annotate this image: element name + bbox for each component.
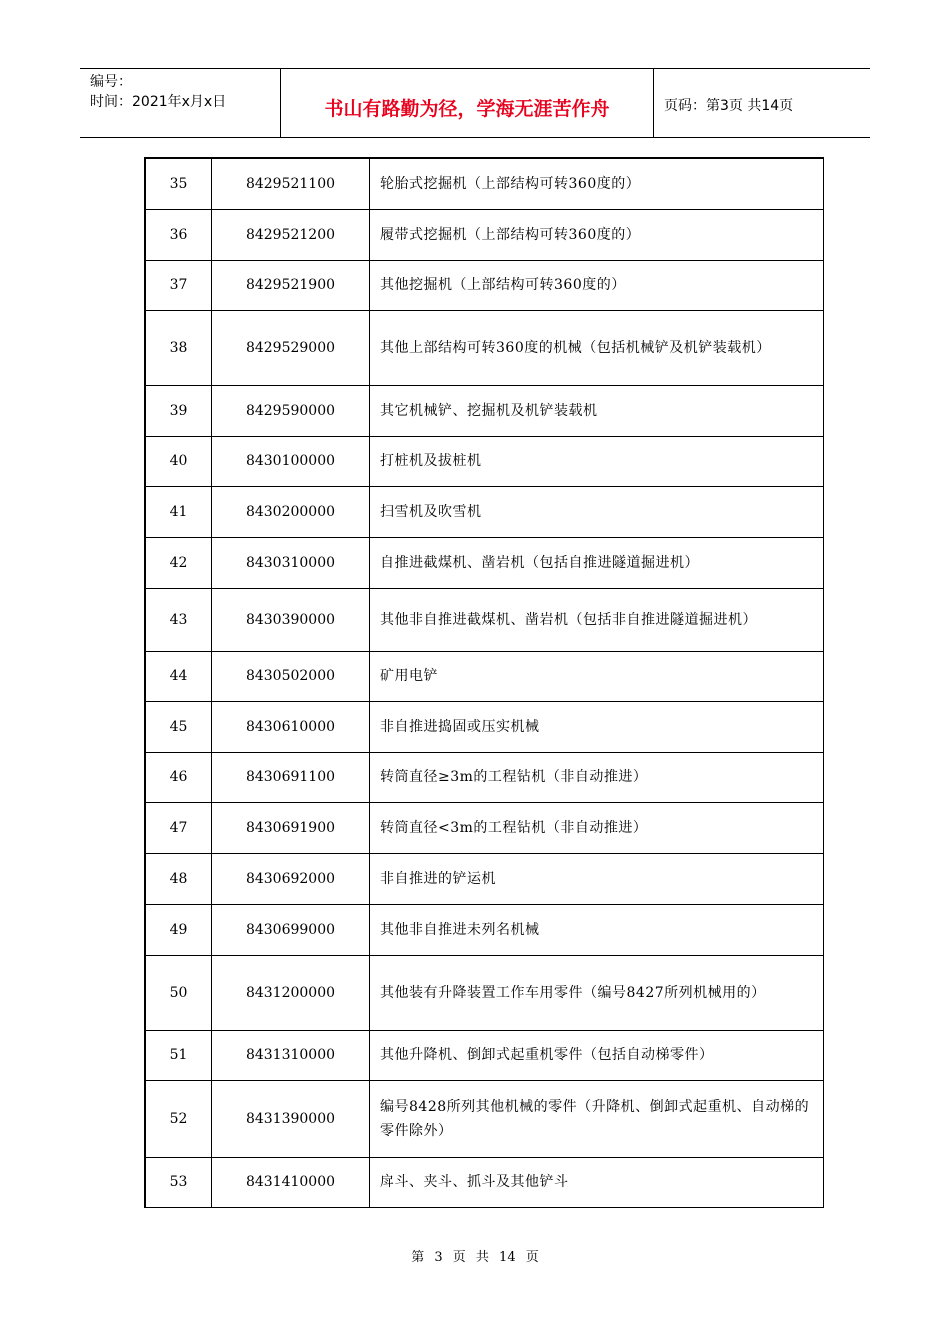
row-name: 其它机械铲、挖掘机及机铲装载机	[370, 385, 824, 436]
table-row	[145, 537, 824, 588]
table-row	[145, 588, 824, 651]
row-number: 38	[145, 310, 212, 385]
row-name: 其他非自推进截煤机、凿岩机（包括非自推进隧道掘进机）	[370, 588, 824, 651]
tariff-table	[144, 157, 824, 1208]
row-name: 其他上部结构可转360度的机械（包括机械铲及机铲装载机）	[370, 310, 824, 385]
table-row	[145, 158, 824, 209]
table-row	[145, 436, 824, 486]
row-code: 8429590000	[212, 385, 370, 436]
row-name: 非自推进捣固或压实机械	[370, 701, 824, 752]
row-number: 44	[145, 651, 212, 701]
row-code: 8431390000	[212, 1080, 370, 1157]
row-code: 8430502000	[212, 651, 370, 701]
row-name: 戽斗、夹斗、抓斗及其他铲斗	[370, 1157, 824, 1207]
table-row	[145, 701, 824, 752]
row-code: 8430692000	[212, 853, 370, 904]
row-number: 36	[145, 209, 212, 260]
row-number: 47	[145, 802, 212, 853]
row-name: 其他非自推进未列名机械	[370, 904, 824, 955]
row-name: 轮胎式挖掘机（上部结构可转360度的）	[370, 158, 824, 209]
page-header	[80, 68, 870, 138]
header-motto: 书山有路勤为径，学海无涯苦作舟	[281, 69, 654, 137]
row-name: 其他升降机、倒卸式起重机零件（包括自动梯零件）	[370, 1030, 824, 1080]
tariff-table-body	[145, 158, 824, 1207]
time-label: 时间：2021年x月x日	[90, 94, 227, 110]
table-row	[145, 310, 824, 385]
header-page-info: 页码：第3页 共14页	[664, 98, 794, 114]
row-number: 37	[145, 260, 212, 310]
row-name: 自推进截煤机、凿岩机（包括自推进隧道掘进机）	[370, 537, 824, 588]
table-row	[145, 853, 824, 904]
table-row	[145, 1157, 824, 1207]
row-name: 转筒直径<3m的工程钻机（非自动推进）	[370, 802, 824, 853]
row-name: 矿用电铲	[370, 651, 824, 701]
table-row	[145, 651, 824, 701]
row-number: 49	[145, 904, 212, 955]
row-number: 41	[145, 486, 212, 537]
table-row	[145, 802, 824, 853]
row-number: 51	[145, 1030, 212, 1080]
table-row	[145, 1030, 824, 1080]
row-number: 52	[145, 1080, 212, 1157]
table-row	[145, 752, 824, 802]
row-code: 8430200000	[212, 486, 370, 537]
header-meta	[80, 69, 281, 137]
table-row	[145, 955, 824, 1030]
row-number: 45	[145, 701, 212, 752]
row-number: 46	[145, 752, 212, 802]
table-row	[145, 486, 824, 537]
row-code: 8430390000	[212, 588, 370, 651]
row-number: 48	[145, 853, 212, 904]
row-code: 8431200000	[212, 955, 370, 1030]
table-row	[145, 904, 824, 955]
row-name: 履带式挖掘机（上部结构可转360度的）	[370, 209, 824, 260]
page-footer: 第 3 页 共 14 页	[411, 1250, 539, 1265]
row-name: 编号8428所列其他机械的零件（升降机、倒卸式起重机、自动梯的零件除外）	[370, 1080, 824, 1157]
row-code: 8430699000	[212, 904, 370, 955]
row-number: 39	[145, 385, 212, 436]
table-row	[145, 209, 824, 260]
row-number: 35	[145, 158, 212, 209]
row-code: 8431410000	[212, 1157, 370, 1207]
row-name: 其他挖掘机（上部结构可转360度的）	[370, 260, 824, 310]
row-code: 8429521100	[212, 158, 370, 209]
row-number: 50	[145, 955, 212, 1030]
row-code: 8430691900	[212, 802, 370, 853]
table-row	[145, 260, 824, 310]
row-name: 非自推进的铲运机	[370, 853, 824, 904]
table-row	[145, 1080, 824, 1157]
table-row	[145, 385, 824, 436]
row-name: 其他装有升降装置工作车用零件（编号8427所列机械用的）	[370, 955, 824, 1030]
row-number: 43	[145, 588, 212, 651]
row-code: 8430691100	[212, 752, 370, 802]
row-code: 8431310000	[212, 1030, 370, 1080]
row-number: 42	[145, 537, 212, 588]
row-name: 打桩机及拔桩机	[370, 436, 824, 486]
row-code: 8429521900	[212, 260, 370, 310]
row-number: 40	[145, 436, 212, 486]
row-code: 8430100000	[212, 436, 370, 486]
row-code: 8429529000	[212, 310, 370, 385]
number-label: 编号：	[90, 74, 132, 90]
row-code: 8430610000	[212, 701, 370, 752]
row-code: 8429521200	[212, 209, 370, 260]
row-code: 8430310000	[212, 537, 370, 588]
row-name: 扫雪机及吹雪机	[370, 486, 824, 537]
row-name: 转筒直径≥3m的工程钻机（非自动推进）	[370, 752, 824, 802]
row-number: 53	[145, 1157, 212, 1207]
